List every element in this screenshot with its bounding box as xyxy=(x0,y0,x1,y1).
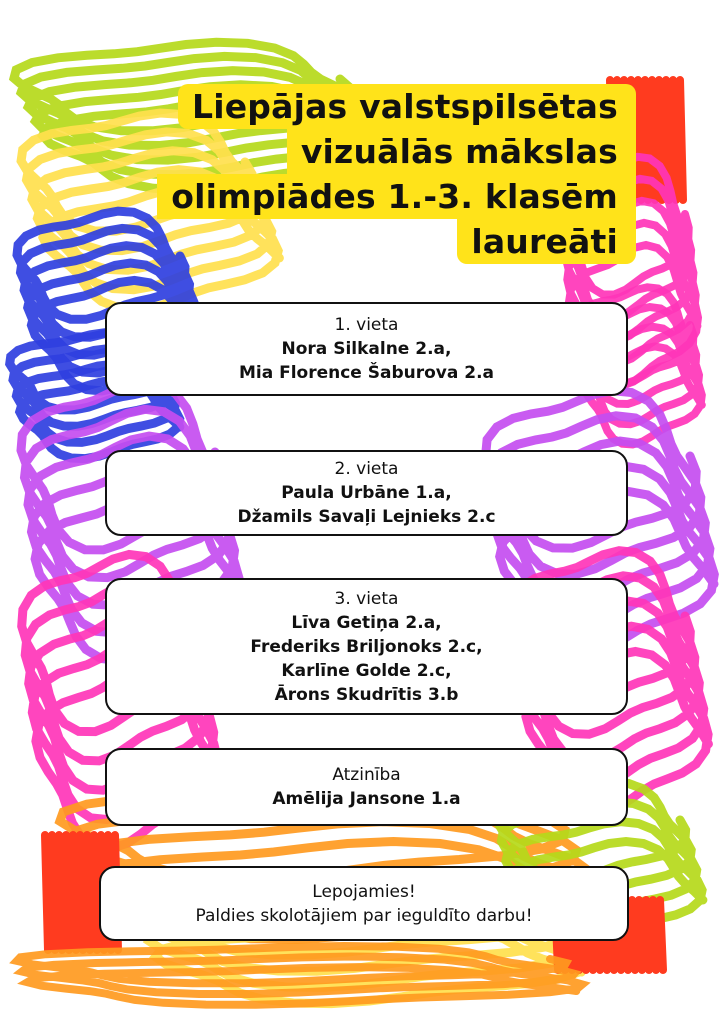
award-card-recognition xyxy=(105,748,628,826)
closing-line: Paldies skolotājiem par ieguldīto darbu! xyxy=(195,905,533,926)
award-winner-name: Džamils Savaļi Lejnieks 2.c xyxy=(237,507,496,527)
award-card-third-place xyxy=(105,578,628,715)
award-place-label: Atzinība xyxy=(332,765,401,785)
award-place-label: 2. vieta xyxy=(334,459,399,479)
page-title xyxy=(96,84,636,264)
award-card-second-place xyxy=(105,450,628,536)
title-line-1: Liepājas valstspilsētas xyxy=(178,84,636,129)
award-winner-name: Līva Getiņa 2.a, xyxy=(291,612,442,633)
award-place-label: 3. vieta xyxy=(334,588,399,609)
award-card-first-place xyxy=(105,302,628,396)
title-line-4: laureāti xyxy=(457,219,636,264)
award-winner-name: Frederiks Briljonoks 2.c, xyxy=(250,636,483,657)
closing-message-card xyxy=(99,866,629,941)
title-line-2: vizuālās mākslas xyxy=(287,129,636,174)
award-winner-name: Ārons Skudrītis 3.b xyxy=(274,684,459,705)
award-winner-name: Paula Urbāne 1.a, xyxy=(281,483,452,503)
title-line-3: olimpiādes 1.-3. klasēm xyxy=(157,174,636,219)
closing-line: Lepojamies! xyxy=(312,881,416,902)
award-winner-name: Amēlija Jansone 1.a xyxy=(272,789,461,809)
award-winner-name: Mia Florence Šaburova 2.a xyxy=(238,363,495,383)
award-winner-name: Nora Silkalne 2.a, xyxy=(281,339,452,359)
award-winner-name: Karlīne Golde 2.c, xyxy=(281,660,452,681)
award-place-label: 1. vieta xyxy=(334,315,399,335)
